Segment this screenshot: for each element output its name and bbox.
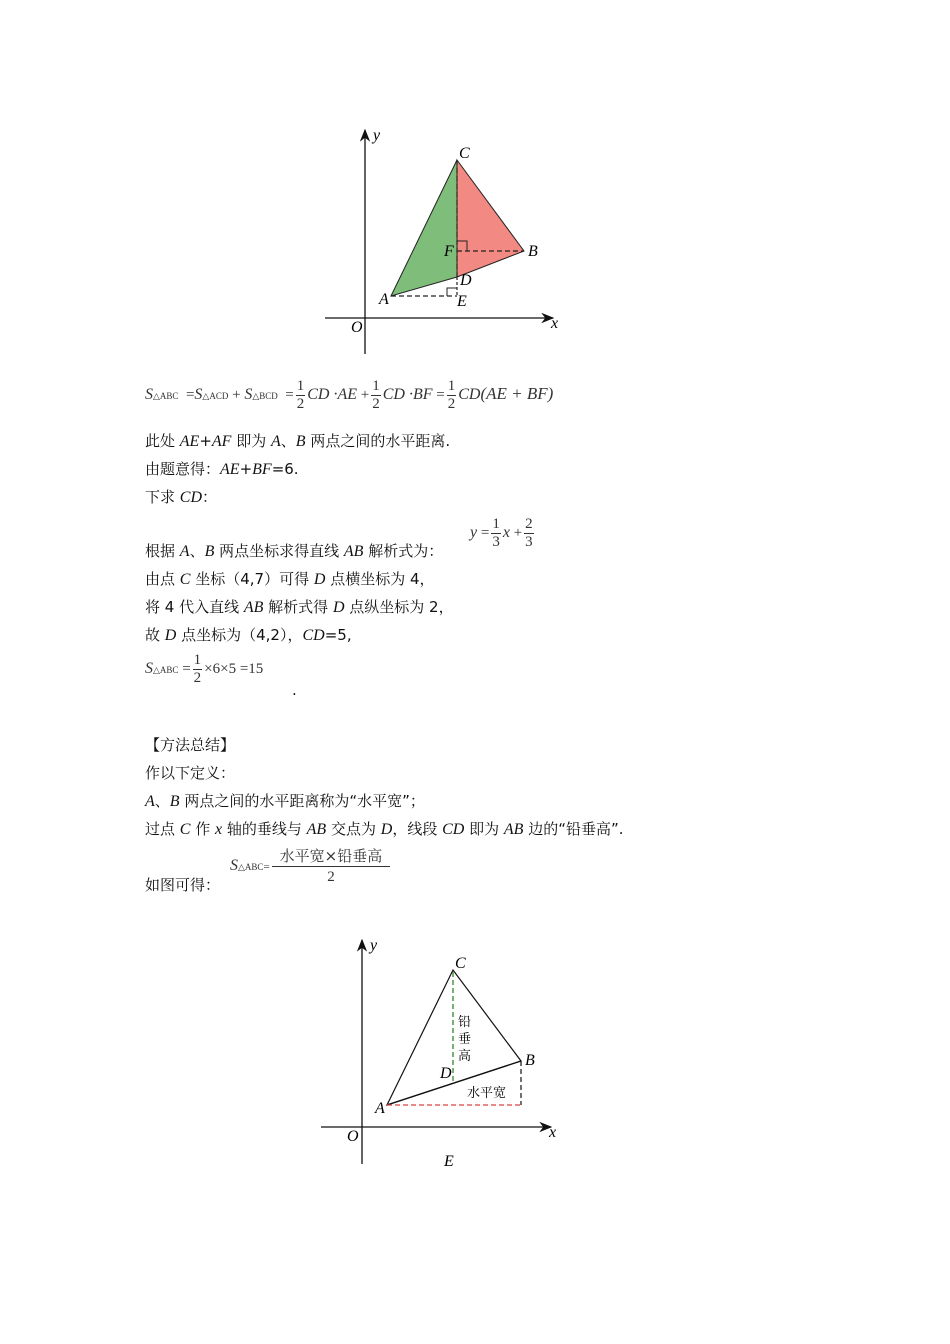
label-y: y xyxy=(373,127,381,144)
label-c: C xyxy=(455,955,466,972)
label-c: C xyxy=(459,145,470,162)
line-d-y: 将 4 代入直线 AB 解析式得 D 点纵坐标为 2， xyxy=(145,598,454,616)
label-y: y xyxy=(370,937,378,954)
triangle-bcd-fill xyxy=(457,160,524,277)
label-x: x xyxy=(549,1124,557,1141)
line-definitions: 作以下定义： xyxy=(145,764,236,782)
triangle-acd-fill xyxy=(391,160,457,296)
line-horizontal-width-def: A、B 两点之间的水平距离称为“水平宽”； xyxy=(145,792,425,810)
line-d-x: 由点 C 坐标（4,7）可得 D 点横坐标为 4， xyxy=(145,570,435,588)
area-result-formula: S△ABC = $\frac{1}{2}$ ×6×5 =15 xyxy=(145,652,264,686)
label-o: O xyxy=(351,319,363,336)
label-d: D xyxy=(440,1065,452,1082)
line-find-cd: 下求 CD： xyxy=(145,488,218,506)
line-given: 由题意得：AE+BF=6. xyxy=(145,460,299,478)
line-ab-equation-intro: 根据 A、B 两点坐标求得直线 AB 解析式为： xyxy=(145,542,444,560)
label-e: E xyxy=(457,293,467,310)
line-d-coord: 故 D 点坐标为（4,2），CD=5, xyxy=(145,626,352,644)
label-b: B xyxy=(525,1052,535,1069)
figure-1-coordinate-diagram xyxy=(315,120,575,370)
label-e: E xyxy=(444,1153,454,1170)
trailing-dot: . xyxy=(292,681,297,699)
label-b: B xyxy=(528,243,538,260)
method-summary-heading: 【方法总结】 xyxy=(145,736,236,754)
line-as-shown: 如图可得： xyxy=(145,876,221,894)
label-o: O xyxy=(347,1128,359,1145)
horizontal-width-label: 水平宽 xyxy=(467,1086,507,1101)
label-a: A xyxy=(379,291,389,308)
line-ab-equation: y = $\frac{1}{3}$ x + $\frac{2}{3}$ xyxy=(470,516,533,550)
general-area-formula: S△ABC= $\frac{\text{水平宽×铅垂高}}{2}$ xyxy=(230,846,392,887)
right-angle-e xyxy=(447,288,457,296)
vertical-height-char-3: 高 xyxy=(458,1049,472,1064)
label-f: F xyxy=(444,243,454,260)
vertical-height-char-2: 垂 xyxy=(458,1032,472,1047)
label-x: x xyxy=(551,315,559,332)
figure-2-coordinate-diagram xyxy=(315,930,575,1180)
area-formula-split: S△ABC =S△ACD + S△BCD = $\frac{1}{2}$ CD ·AE + $\frac{1}{2}$ CD ·BF = $\frac{1}{2}$ CD(AE + BF) xyxy=(145,378,554,412)
label-d: D xyxy=(460,272,472,289)
triangle-abc xyxy=(387,970,521,1105)
line-horizontal-distance: 此处 AE+AF 即为 A、B 两点之间的水平距离. xyxy=(145,432,451,450)
vertical-height-char-1: 铅 xyxy=(458,1015,472,1030)
line-vertical-height-def: 过点 C 作 x 轴的垂线与 AB 交点为 D，线段 CD 即为 AB 边的“铅垂高”. xyxy=(145,820,624,838)
label-a: A xyxy=(375,1100,385,1117)
